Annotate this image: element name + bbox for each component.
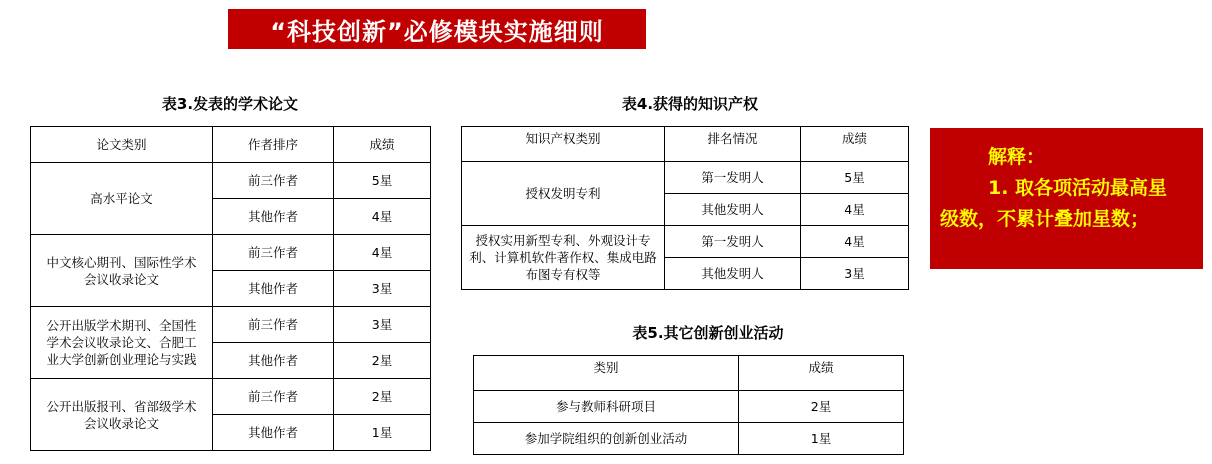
header-cell: 成绩 <box>739 356 904 391</box>
score-cell: 4星 <box>801 194 909 226</box>
table-row <box>474 391 904 423</box>
header-cell: 成绩 <box>801 127 909 162</box>
header-cell: 论文类别 <box>31 127 213 163</box>
category-cell: 参加学院组织的创新创业活动 <box>474 423 739 455</box>
table-header-row <box>462 127 909 162</box>
note-line: 级数，不累计叠加星数； <box>940 208 1150 230</box>
score-cell: 1星 <box>739 423 904 455</box>
author-order-cell: 其他作者 <box>213 415 334 451</box>
score-cell: 5星 <box>801 162 909 194</box>
note-heading: 解释： <box>988 146 1046 168</box>
table-row <box>31 163 431 199</box>
explanation-note <box>930 128 1203 269</box>
page-banner-title: “科技创新”必修模块实施细则 <box>228 9 646 49</box>
score-cell: 4星 <box>334 235 431 271</box>
header-cell: 作者排序 <box>213 127 334 163</box>
table4 <box>461 126 909 290</box>
rank-cell: 第一发明人 <box>665 162 801 194</box>
category-cell: 高水平论文 <box>31 163 213 235</box>
header-cell: 类别 <box>474 356 739 391</box>
table5 <box>473 355 904 455</box>
table-row <box>31 307 431 343</box>
table-row <box>474 423 904 455</box>
score-cell: 5星 <box>334 163 431 199</box>
category-cell: 中文核心期刊、国际性学术会议收录论文 <box>31 235 213 307</box>
rank-cell: 第一发明人 <box>665 226 801 258</box>
score-cell: 3星 <box>801 258 909 290</box>
score-cell: 2星 <box>739 391 904 423</box>
table5-title: 表5.其它创新创业活动 <box>632 324 784 342</box>
category-cell: 授权发明专利 <box>462 162 665 226</box>
table3 <box>30 126 431 451</box>
table-header-row <box>474 356 904 391</box>
category-cell: 授权实用新型专利、外观设计专利、计算机软件著作权、集成电路布图专有权等 <box>462 226 665 290</box>
header-cell: 排名情况 <box>665 127 801 162</box>
score-cell: 4星 <box>801 226 909 258</box>
header-cell: 成绩 <box>334 127 431 163</box>
table-row <box>31 379 431 415</box>
score-cell: 1星 <box>334 415 431 451</box>
score-cell: 3星 <box>334 271 431 307</box>
note-line: 1. 取各项活动最高星 <box>988 177 1168 199</box>
score-cell: 3星 <box>334 307 431 343</box>
table-row <box>462 162 909 194</box>
rank-cell: 其他发明人 <box>665 258 801 290</box>
table-row <box>31 235 431 271</box>
author-order-cell: 其他作者 <box>213 199 334 235</box>
author-order-cell: 前三作者 <box>213 235 334 271</box>
score-cell: 2星 <box>334 343 431 379</box>
table-header-row <box>31 127 431 163</box>
author-order-cell: 其他作者 <box>213 271 334 307</box>
table4-title: 表4.获得的知识产权 <box>621 95 759 113</box>
score-cell: 2星 <box>334 379 431 415</box>
author-order-cell: 前三作者 <box>213 379 334 415</box>
header-cell: 知识产权类别 <box>462 127 665 162</box>
author-order-cell: 其他作者 <box>213 343 334 379</box>
category-cell: 公开出版学术期刊、全国性学术会议收录论文、合肥工业大学创新创业理论与实践 <box>31 307 213 379</box>
table-row <box>462 226 909 258</box>
category-cell: 公开出版报刊、省部级学术会议收录论文 <box>31 379 213 451</box>
rank-cell: 其他发明人 <box>665 194 801 226</box>
category-cell: 参与教师科研项目 <box>474 391 739 423</box>
author-order-cell: 前三作者 <box>213 163 334 199</box>
table3-title: 表3.发表的学术论文 <box>161 95 299 113</box>
author-order-cell: 前三作者 <box>213 307 334 343</box>
score-cell: 4星 <box>334 199 431 235</box>
